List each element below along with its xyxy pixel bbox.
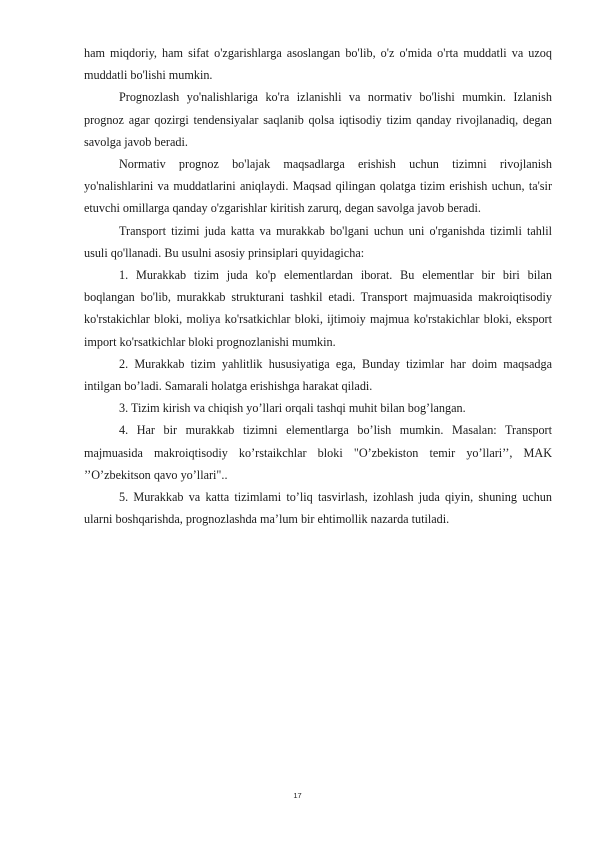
paragraph-transport-system: Transport tizimi juda katta va murakkab bo'lgani uchun uni o'rganishda tizimli tahlil usuli qo'llanadi. Bu usulni asosiy prinsiplari quyidagicha:	[84, 223, 552, 260]
list-item-3: 3. Tizim kirish va chiqish yo’llari orqali tashqi muhit bilan bog’langan.	[119, 401, 466, 416]
paragraph-prognoz-types: Prognozlash yo'nalishlariga ko'ra izlanishli va normativ bo'lishi mumkin. Izlanish prognoz agar qozirgi tendensiyalar saqlanib qolsa iqtisodiy tizim qanday rivojlanadiq, degan savolga javob beradi.	[84, 90, 552, 149]
list-item-2: 2. Murakkab tizim yahlitlik hususiyatiga ega, Bunday tizimlar har doim maqsadga intilgan bo’ladi. Samarali holatga erishishga harakat qiladi.	[84, 356, 552, 394]
list-item-4: 4. Har bir murakkab tizimni elementlarga bo’lish mumkin. Masalan: Transport majmuasida makroiqtisodiy ko’rstaikchlar bloki "O’zbekiston temir yo’llari’’, MAK ’’O’zbekitson qavo yo’llari"..	[84, 423, 552, 482]
document-body	[84, 42, 552, 530]
list-item-5: 5. Murakkab va katta tizimlami to’liq tasvirlash, izohlash juda qiyin, shuning uchun ularni boshqarishda, prognozlashda ma’lum bir ehtimollik nazarda tutiladi.	[84, 490, 552, 527]
list-item-1: 1. Murakkab tizim juda ko'p elementlardan iborat. Bu elementlar bir biri bilan boqlangan bo'lib, murakkab strukturani tashkil etadi. Transport majmuasida makroiqtisodiy ko'rstakichlar bloki, moliya ko'rsatkichlar bloki, ijtimoiy majmua ko'rstakichlar bloki, eksport import ko'rsatkichlar bloki prognozlanishi mumkin.	[84, 268, 552, 349]
page-number: 17	[293, 791, 302, 800]
paragraph-continuation: ham miqdoriy, ham sifat o'zgarishlarga asoslangan bo'lib, o'z o'mida o'rta muddatli va uzoq muddatli bo'lishi mumkin.	[84, 46, 552, 83]
paragraph-normative-prognoz: Normativ prognoz bo'lajak maqsadlarga erishish uchun tizimni rivojlanish yo'nalishlarini va muddatlarini aniqlaydi. Maqsad qilingan qolatga tizim erishish uchun, ta'sir etuvchi omillarga qanday o'zgarishlar kiritish zarurq, degan savolga javob beradi.	[84, 157, 552, 216]
